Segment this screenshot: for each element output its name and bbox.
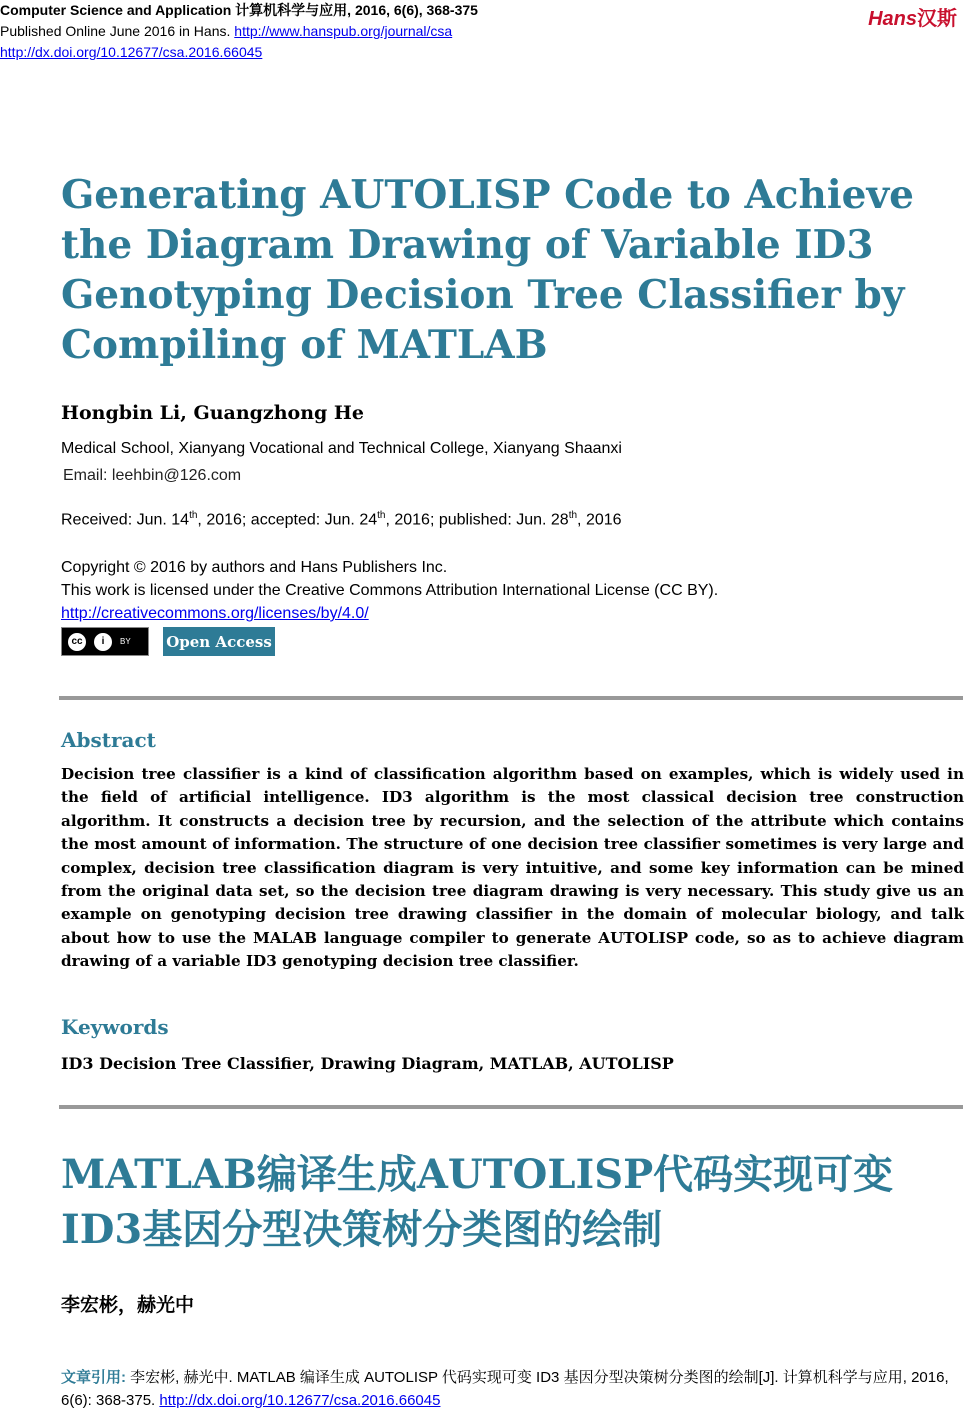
- citation-doi-link[interactable]: http://dx.doi.org/10.12677/csa.2016.66045: [159, 1392, 441, 1409]
- sup-th: th: [568, 510, 578, 521]
- authors: Hongbin Li, Guangzhong He: [61, 402, 364, 424]
- email: Email: leehbin@126.com: [63, 467, 242, 484]
- keywords-heading: Keywords: [61, 1015, 169, 1039]
- keywords-text: ID3 Decision Tree Classifier, Drawing Diagram, MATLAB, AUTOLISP: [61, 1054, 674, 1073]
- citation-label: 文章引用:: [61, 1369, 131, 1386]
- cc-icon: cc: [66, 631, 88, 653]
- logo-cn: 汉斯: [917, 8, 957, 30]
- hans-logo: [868, 2, 957, 31]
- license-link[interactable]: http://creativecommons.org/licenses/by/4.0/: [61, 605, 369, 622]
- accepted-date: , 2016; accepted: Jun. 24: [197, 511, 378, 529]
- page-header: [0, 0, 965, 63]
- journal-line: Computer Science and Application 计算机科学与应用, 2016, 6(6), 368-375: [0, 2, 478, 18]
- chinese-title-line: ID3基因分型决策树分类图的绘制: [61, 1206, 663, 1253]
- abstract-text: Decision tree classifier is a kind of classification algorithm based on examples, which is widely used in the field of artificial intelligence. ID3 algorithm is the most classical decision tree construction algorithm. It constructs a decision tree by recursion, and the selection of the attribute which contains the most amount of information. The structure of one decision tree classifier sometimes is very large and complex, decision tree classification diagram is very intuitive, and some key information can be mined from the original data set, so the decision tree diagram drawing is very necessary. This study give us an example on genotyping decision tree drawing classifier in the domain of molecular biology, and talk about how to use the MALAB language compiler to generate AUTOLISP code, so as to achieve diagram drawing of a variable ID3 genotyping decision tree classifier.: [61, 765, 964, 971]
- dates-suffix: , 2016: [577, 511, 622, 529]
- sup-th: th: [377, 510, 386, 521]
- divider: [59, 696, 963, 700]
- paper-title: Generating AUTOLISP Code to Achieve the Diagram Drawing of Variable ID3 Genotyping Decision Tree Classifier by Compiling of MATLAB: [61, 172, 914, 368]
- divider: [59, 1105, 963, 1109]
- chinese-title: [61, 1147, 961, 1257]
- published-prefix: Published Online June 2016 in Hans.: [0, 23, 235, 39]
- abstract-heading: Abstract: [61, 728, 156, 752]
- doi-link[interactable]: http://dx.doi.org/10.12677/csa.2016.66045: [0, 44, 263, 60]
- cc-by-label: BY: [120, 637, 131, 646]
- open-access-badge: Open Access: [163, 627, 275, 656]
- journal-link[interactable]: http://www.hanspub.org/journal/csa: [234, 23, 453, 39]
- citation-text: 李宏彬, 赫光中. MATLAB 编译生成 AUTOLISP 代码实现可变 ID3 基因分型决策树分类图的绘制[J]. 计算机科学与应用, 2016, 6(6): 368-375.: [61, 1369, 949, 1409]
- logo-hans: Hans: [868, 8, 917, 30]
- license-text: This work is licensed under the Creative Commons Attribution International License (CC BY).: [61, 582, 719, 599]
- affiliation: Medical School, Xianyang Vocational and Technical College, Xianyang Shaanxi: [61, 440, 622, 457]
- published-date: , 2016; published: Jun. 28: [385, 511, 569, 529]
- copyright: Copyright © 2016 by authors and Hans Publishers Inc.: [61, 559, 448, 576]
- sup-th: th: [189, 510, 198, 521]
- chinese-title-line: MATLAB编译生成AUTOLISP代码实现可变: [61, 1151, 894, 1198]
- dates-line: [61, 510, 622, 529]
- person-icon: i: [92, 631, 114, 653]
- received-date: Received: Jun. 14: [61, 511, 190, 529]
- cc-by-badge[interactable]: [61, 627, 149, 656]
- copyright-block: [61, 556, 718, 625]
- citation: [61, 1366, 964, 1412]
- published-line: [0, 21, 965, 42]
- chinese-authors: 李宏彬，赫光中: [61, 1294, 195, 1316]
